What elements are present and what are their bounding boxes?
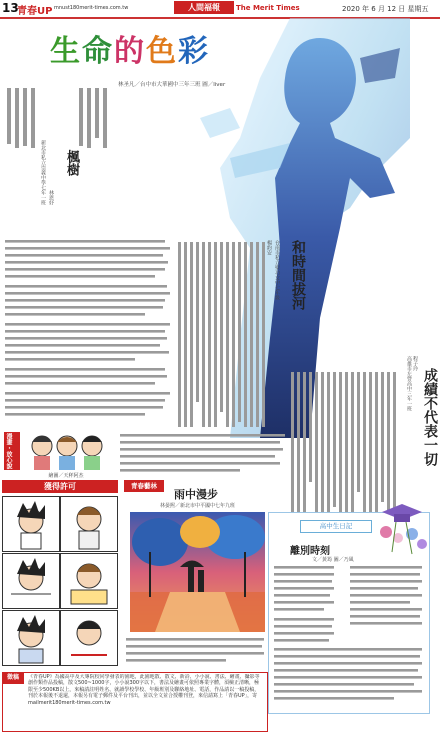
rain-walk-painting — [130, 512, 265, 632]
essay-hope-body — [178, 238, 270, 433]
art-section-label: 青春藝林 — [131, 482, 157, 490]
comic-section-tag — [4, 432, 20, 470]
comic-characters-illustration — [22, 430, 112, 472]
art-title: 雨中漫步 — [174, 488, 218, 501]
art-credit: 林晏熙／新北市中平國中七年九班 — [160, 503, 236, 509]
comic-panel-6 — [60, 610, 118, 666]
essay-trees-title: 楓樹 — [64, 150, 79, 176]
newspaper-logo: 人間福報 — [174, 1, 234, 14]
diary-credit: 文／黃筠 圖／乃風 — [312, 557, 354, 563]
diary-title: 離別時刻 — [290, 546, 330, 557]
issue-date: 2020 年 6 月 12 日 星期五 — [342, 5, 429, 13]
comic-title: 獲得許可 — [2, 480, 118, 493]
comic-panel-1 — [2, 496, 60, 552]
essay-grades-school: 高雄市左營高中三年一班 — [406, 356, 412, 411]
page-number: 13 — [2, 1, 19, 15]
newspaper-logo-en: The Merit Times — [236, 4, 300, 12]
essay-trees-author: 林恩妤 — [48, 190, 54, 205]
comic-author-credit: 繪圖／天秤阿杰 — [48, 473, 84, 479]
header-url[interactable]: mnust180merit-times.com.tw — [54, 5, 129, 11]
essay-trees-body — [3, 238, 178, 438]
diary-body — [272, 564, 426, 709]
comic-panel-3 — [2, 553, 60, 609]
diary-section-label: 高中生日記 — [300, 520, 372, 533]
comic-panel-5 — [2, 610, 60, 666]
essay-hope-title: 和時間拔河 — [290, 240, 306, 310]
essay-trees-school: 新北市私立崇義中學七年一班 — [40, 140, 46, 205]
feature-title: 生命的色彩 — [50, 34, 210, 69]
submission-notice-text: 《青春UP》為國高中及大專院校同學發表的園地，此園地散、散文、新詩、小小說、書法、繪畫、攝影等創作類作品投稿，散文500~1000字，小小說300字以下，書法及繪畫可依照專業字體，須檢正清晰，極限至少500KB以上，來稿請註明姓名、就讀學校學校、年級班別及聯絡地址、電話，作品請以一稿投稿，刊於本報後不退還，本報另有電子郵件及平台刊出，並以全文並合授權刊登，來信請寫上「青春UP」，寄 mailmerit180merit-times.com.tw — [28, 674, 260, 706]
essay-grades-author: 程子玲 — [412, 356, 418, 371]
essay-trees-continued — [118, 432, 288, 477]
comic-panel-4 — [60, 553, 118, 609]
comic-section-label: 漫畫・放心說 — [5, 433, 12, 469]
essay-grades-title: 成績不代表一切 — [422, 368, 438, 466]
section-name: 青春UP — [17, 6, 53, 17]
page-header — [0, 0, 440, 19]
art-section-text — [124, 636, 266, 668]
essay-hope-author: 楊約安 — [266, 240, 272, 255]
submission-notice-label: 徵稿 — [2, 672, 24, 684]
graduation-cap-flowers-illustration — [372, 492, 432, 562]
feature-byline: 林圣凡／台中市大華國中三年三班 圖／liver — [118, 82, 226, 88]
comic-panel-2 — [60, 496, 118, 552]
essay-trees-body-top — [3, 84, 115, 234]
essay-hope-school: 台南市私立聖功女中七年級 — [274, 240, 280, 300]
